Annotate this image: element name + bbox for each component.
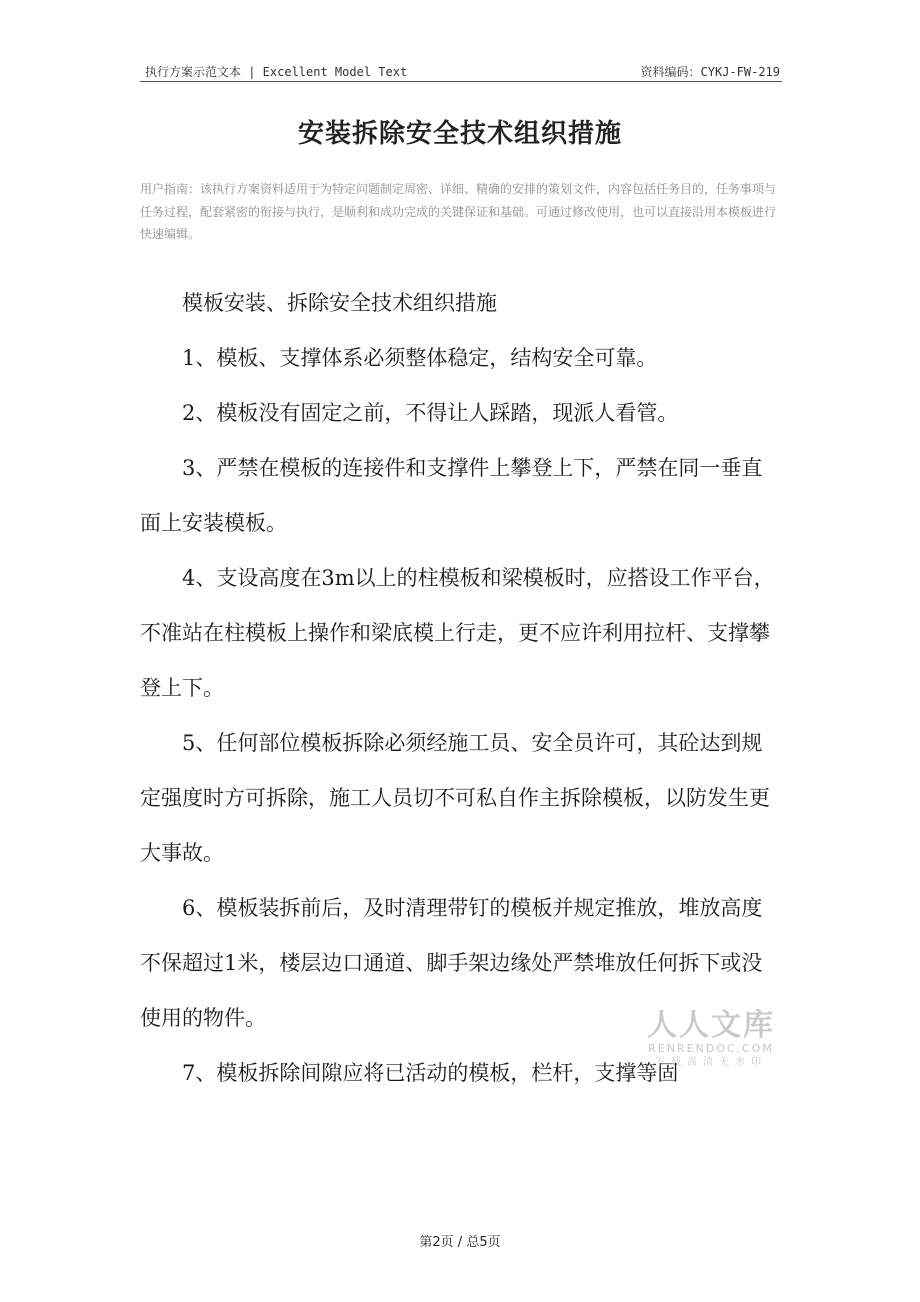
body-heading: 模板安装、拆除安全技术组织措施	[182, 291, 497, 315]
body-paragraph: 2、模板没有固定之前，不得让人踩踏，现派人看管。	[182, 401, 679, 425]
document-body	[140, 276, 775, 1101]
document-code: 资料编码：CYKJ-FW-219	[640, 65, 780, 79]
watermark	[646, 1010, 776, 1070]
body-paragraph: 6、模板装拆前后，及时清理带钉的模板并规定推放，堆放高度不保超过1米，楼层边口通道、脚手架边缘处严禁堆放任何拆下或没使用的物件。	[140, 896, 763, 1030]
user-guide-text: 用户指南：该执行方案资料适用于为特定问题制定周密、详细、精确的安排的策划文件，内容包括任务目的，任务事项与任务过程，配套紧密的衔接与执行，是顺利和成功完成的关键保证和基础。可通过修改使用，也可以直接沿用本模板进行快速编辑。	[140, 182, 777, 241]
body-paragraph: 5、任何部位模板拆除必须经施工员、安全员许可，其砼达到规定强度时方可拆除，施工人员切不可私自作主拆除模板，以防发生更大事故。	[140, 731, 770, 865]
body-paragraph: 1、模板、支撑体系必须整体稳定，结构安全可靠。	[182, 346, 658, 370]
document-title: 安装拆除安全技术组织措施	[297, 119, 622, 149]
body-paragraph: 3、严禁在模板的连接件和支撑件上攀登上下，严禁在同一垂直面上安装模板。	[140, 456, 763, 535]
header-divider	[140, 81, 782, 82]
body-paragraph: 4、支设高度在3m以上的柱模板和梁模板时，应搭设工作平台，不准站在柱模板上操作和梁底模上行走，更不应许利用拉杆、支撑攀登上下。	[140, 566, 775, 700]
header-left-text: 执行方案示范文本 | Excellent Model Text	[145, 65, 408, 79]
watermark-subtitle: 下载高清无水印	[655, 1057, 767, 1068]
body-paragraph: 7、模板拆除间隙应将已活动的模板，栏杆，支撑等固	[182, 1061, 679, 1085]
watermark-logo: 人人文库	[647, 1008, 775, 1043]
page-number: 第2页 / 总5页	[419, 1235, 501, 1250]
watermark-domain: RENRENDOC.COM	[648, 1042, 774, 1055]
